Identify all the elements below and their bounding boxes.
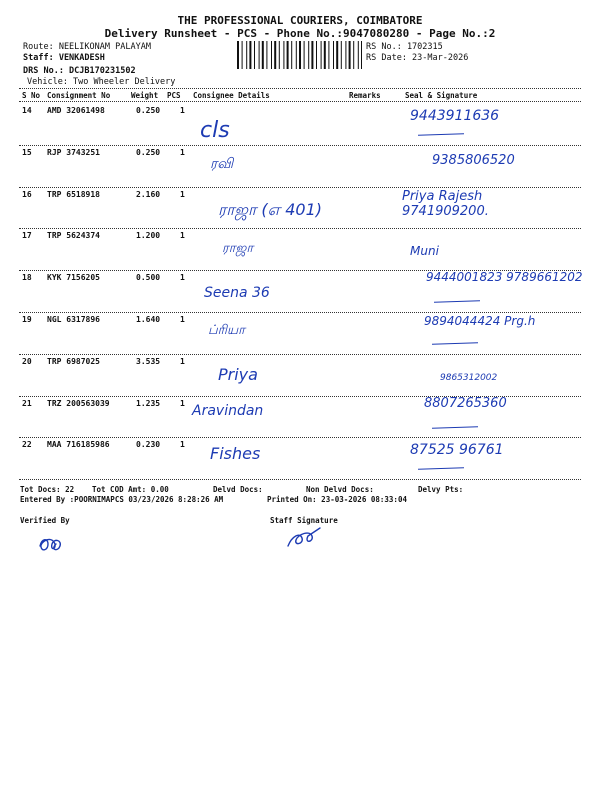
route-label: Route: NEELIKONAM PALAYAM [23,42,151,52]
row-consignee-handwriting: ப்ரியா [208,323,245,338]
barcode-bar [246,41,247,69]
staff-signature-image [282,524,326,552]
barcode-bar [249,41,251,69]
row-weight: 0.230 [136,440,161,450]
barcode-bar [341,41,342,69]
row-seal-handwriting: 9385806520 [432,152,515,168]
barcode-bar [361,41,362,69]
entered-by: Entered By :POORNIMAPCS 03/23/2026 8:28:26 AM [20,495,224,504]
row-pcs: 1 [180,398,185,408]
barcode-bar [324,41,326,69]
barcode-bar [291,41,292,69]
barcode-bar [296,41,297,69]
barcode-bar [358,41,359,69]
row-sno: 22 [22,440,32,450]
row-consignment-no: KYK 7156205 [47,273,100,283]
col-pcs: PCS [167,91,181,100]
row-weight: 3.535 [136,356,161,366]
barcode-bar [304,41,305,69]
row-pcs: 1 [180,147,185,157]
row-sno: 15 [22,147,32,157]
barcode-bar [274,41,276,69]
row-consignment-no: AMD 32061498 [47,106,105,115]
total-cod: Tot COD Amt: 0.00 [92,485,169,494]
barcode-bar [308,41,309,69]
signature-stroke [434,300,480,303]
row-pcs: 1 [180,231,185,241]
barcode-bar [262,41,264,69]
barcode-bar [283,41,284,69]
signature-stroke [432,426,478,429]
barcode-bar [311,41,313,69]
rs-date: RS Date: 23-Mar-2026 [366,53,469,63]
barcode-bar [242,41,243,69]
drs-label: DRS No.: DCJB170231502 [23,66,136,76]
barcode-bar [345,41,346,69]
delivered-docs: Delvd Docs: [213,485,263,494]
row-consignment-no: TRP 5624374 [47,231,100,241]
runsheet-subtitle: Delivery Runsheet - PCS - Phone No.:9047080280 - Page No.:2 [104,27,496,40]
barcode-bar [237,41,239,69]
barcode-bar [353,41,354,69]
row-consignment-no: RJP 3743251 [47,147,100,157]
col-remarks: Remarks [349,91,381,100]
barcode-image [237,41,362,69]
barcode-bar [336,41,338,69]
row-sno: 20 [22,356,32,366]
row-separator [19,228,581,229]
row-pcs: 1 [180,273,185,283]
barcode-bar [254,41,255,69]
barcode-bar [333,41,334,69]
row-consignment-no: TRZ 200563039 [47,398,110,408]
row-sno: 21 [22,398,32,408]
row-weight: 1.200 [136,231,161,241]
row-pcs: 1 [180,189,185,199]
total-docs: Tot Docs: 22 [20,485,75,494]
row-separator [19,312,581,313]
row-weight: 0.250 [136,147,161,157]
col-consignee: Consignee Details [193,91,270,100]
row-pcs: 1 [180,106,185,115]
row-seal-handwriting: 8807265360 [424,395,507,411]
row-consignee-handwriting: ராஜா (எ 401) [218,199,323,219]
row-pcs: 1 [180,356,185,366]
runsheet-title: THE PROFESSIONAL COURIERS, COIMBATORE [177,14,423,27]
barcode-bar [271,41,272,69]
vehicle-label: Vehicle: Two Wheeler Delivery [27,77,176,87]
barcode-bar [299,41,301,69]
barcode-bar [287,41,289,69]
row-seal-handwriting: 9894044424 Prg.h [424,314,536,328]
row-separator [19,437,581,438]
row-separator [19,145,581,146]
barcode-bar [328,41,329,69]
row-seal-handwriting: 9444001823 9789661202 [426,270,583,285]
col-sno: S No [22,91,41,100]
barcode-bar [259,41,260,69]
row-sno: 16 [22,189,32,199]
row-consignee-handwriting: Priya [218,364,258,384]
row-weight: 2.160 [136,189,161,199]
barcode-bar [349,41,351,69]
printed-on: Printed On: 23-03-2026 08:33:04 [267,495,407,504]
row-weight: 1.640 [136,315,161,324]
delivery-points: Delvy Pts: [418,485,464,494]
table-top-rule [19,88,581,89]
row-consignee-handwriting: ராஜா [222,241,254,257]
row-consignee-handwriting: ரவி [210,155,234,172]
row-consignment-no: TRP 6518918 [47,189,100,199]
row-seal-handwriting: Priya Rajesh 9741909200. [402,188,489,219]
row-consignment-no: MAA 716185986 [47,440,110,450]
signature-stroke [418,133,464,136]
row-pcs: 1 [180,315,185,324]
col-seal: Seal & Signature [405,91,478,100]
col-weight: Weight [131,91,159,100]
table-header-rule [19,101,581,102]
row-sno: 18 [22,273,32,283]
row-sno: 17 [22,231,32,241]
barcode-bar [321,41,322,69]
row-consignee-handwriting: Fishes [210,444,261,464]
row-seal-handwriting: 9443911636 [410,108,500,124]
row-weight: 0.500 [136,273,161,283]
row-consignee-handwriting: Aravindan [192,402,264,419]
row-consignment-no: TRP 6987025 [47,356,100,366]
verified-by-label: Verified By [20,516,70,525]
staff-label: Staff: VENKADESH [23,53,105,63]
staff-signature-label: Staff Signature [270,516,338,525]
row-weight: 0.250 [136,106,161,115]
signature-stroke [432,342,478,345]
row-separator [19,187,581,188]
signature-stroke [418,468,464,471]
col-consignment: Consignment No [47,91,111,100]
barcode-bar [266,41,267,69]
barcode-bar [316,41,317,69]
row-seal-handwriting: 9865312002 [440,372,498,383]
row-separator [19,354,581,355]
row-pcs: 1 [180,440,185,450]
row-seal-handwriting: Muni [410,244,439,259]
non-delivered-docs: Non Delvd Docs: [306,485,374,494]
row-consignee-handwriting: cls [200,118,230,143]
barcode-bar [279,41,280,69]
table-bottom-rule [19,479,581,480]
row-seal-handwriting: 87525 96761 [410,442,504,459]
rs-number: RS No.: 1702315 [366,42,443,52]
row-weight: 1.235 [136,398,161,408]
row-consignment-no: NGL 6317896 [47,315,100,324]
verifier-signature-image [36,530,66,556]
row-sno: 19 [22,315,32,324]
row-consignee-handwriting: Seena 36 [204,285,270,302]
row-sno: 14 [22,106,32,115]
